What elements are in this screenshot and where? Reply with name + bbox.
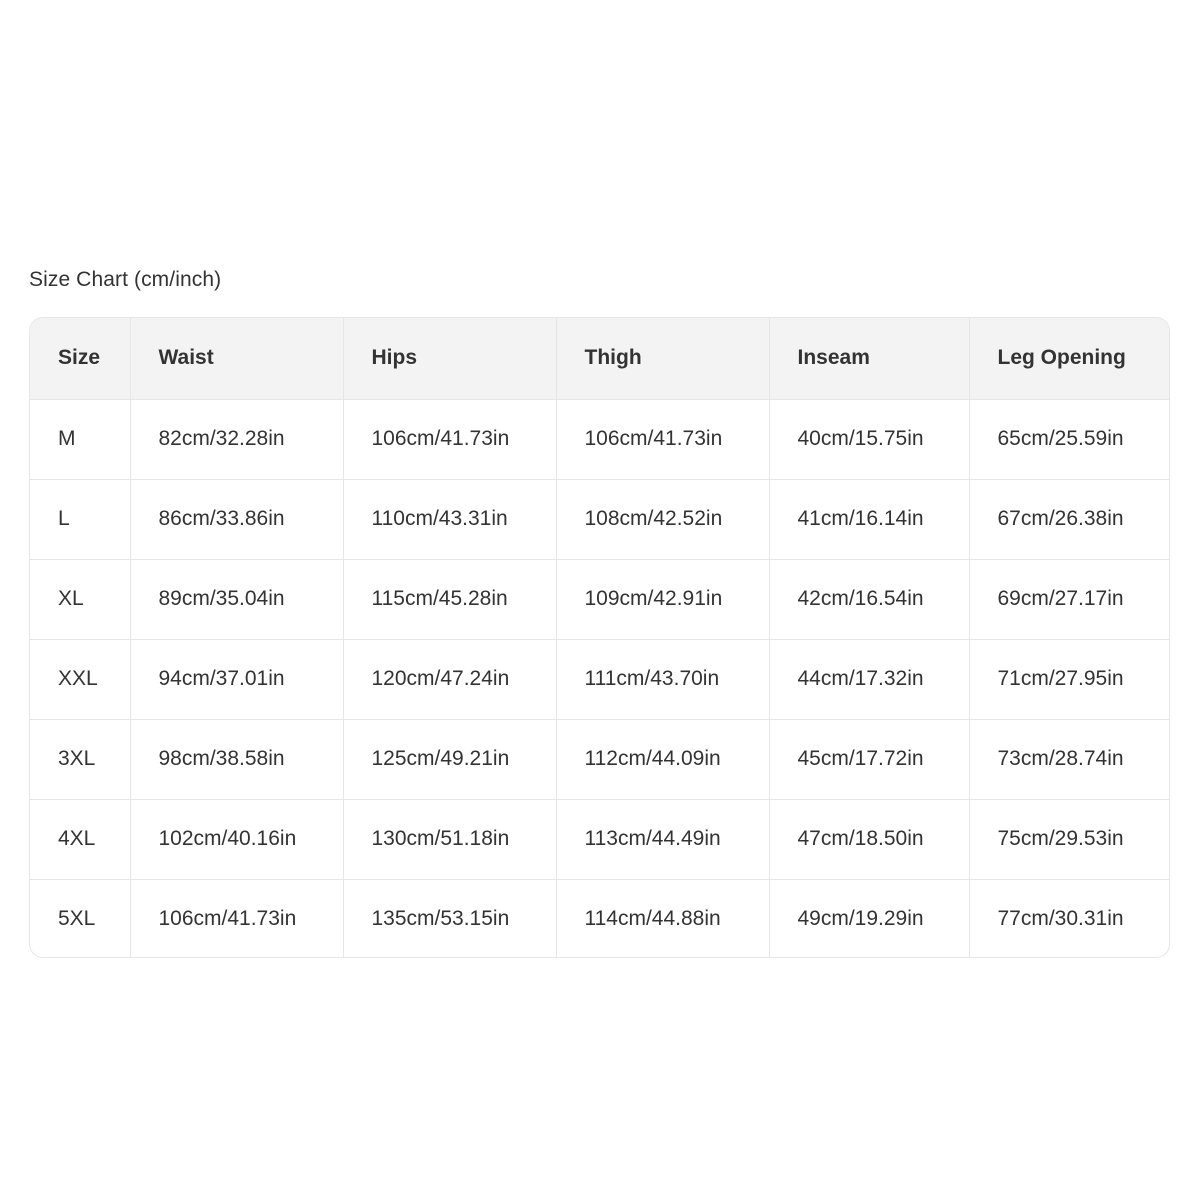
table-row	[30, 799, 1169, 879]
inseam-cell: 49cm/19.29in	[769, 879, 969, 958]
size-cell: XL	[30, 559, 130, 639]
leg-opening-cell: 75cm/29.53in	[969, 799, 1169, 879]
waist-cell: 94cm/37.01in	[130, 639, 343, 719]
table-row	[30, 479, 1169, 559]
size-chart-title: Size Chart (cm/inch)	[29, 268, 222, 291]
hips-cell: 115cm/45.28in	[343, 559, 556, 639]
inseam-cell: 40cm/15.75in	[769, 399, 969, 479]
leg-opening-cell: 73cm/28.74in	[969, 719, 1169, 799]
waist-cell: 98cm/38.58in	[130, 719, 343, 799]
column-header-hips: Hips	[343, 318, 556, 399]
thigh-cell: 106cm/41.73in	[556, 399, 769, 479]
size-chart-table	[30, 318, 1169, 958]
thigh-cell: 112cm/44.09in	[556, 719, 769, 799]
table-header-row	[30, 318, 1169, 399]
inseam-cell: 41cm/16.14in	[769, 479, 969, 559]
column-header-inseam: Inseam	[769, 318, 969, 399]
table-row	[30, 719, 1169, 799]
thigh-cell: 108cm/42.52in	[556, 479, 769, 559]
leg-opening-cell: 77cm/30.31in	[997, 907, 1124, 931]
table-row	[30, 399, 1169, 479]
table-row	[30, 639, 1169, 719]
inseam-cell: 42cm/16.54in	[769, 559, 969, 639]
inseam-cell: 45cm/17.72in	[769, 719, 969, 799]
size-chart-table-container	[29, 317, 1170, 958]
hips-cell: 135cm/53.15in	[343, 879, 556, 958]
hips-cell: 130cm/51.18in	[343, 799, 556, 879]
thigh-cell: 114cm/44.88in	[556, 879, 769, 958]
size-cell: M	[30, 399, 130, 479]
hips-cell: 106cm/41.73in	[343, 399, 556, 479]
column-header-thigh: Thigh	[556, 318, 769, 399]
leg-opening-cell: 67cm/26.38in	[969, 479, 1169, 559]
thigh-cell: 109cm/42.91in	[556, 559, 769, 639]
hips-cell: 120cm/47.24in	[343, 639, 556, 719]
waist-cell: 106cm/41.73in	[130, 879, 343, 958]
size-cell: 4XL	[30, 799, 130, 879]
inseam-cell: 44cm/17.32in	[769, 639, 969, 719]
waist-cell: 82cm/32.28in	[130, 399, 343, 479]
table-row	[30, 559, 1169, 639]
inseam-cell: 47cm/18.50in	[769, 799, 969, 879]
leg-opening-cell: 65cm/25.59in	[969, 399, 1169, 479]
thigh-cell: 113cm/44.49in	[556, 799, 769, 879]
thigh-cell: 111cm/43.70in	[556, 639, 769, 719]
size-cell: L	[30, 479, 130, 559]
leg-opening-cell: 69cm/27.17in	[969, 559, 1169, 639]
size-cell: 3XL	[30, 719, 130, 799]
size-cell: 5XL	[30, 879, 130, 958]
table-row	[30, 879, 1169, 958]
waist-cell: 102cm/40.16in	[130, 799, 343, 879]
column-header-leg-opening: Leg Opening	[969, 318, 1169, 399]
waist-cell: 89cm/35.04in	[130, 559, 343, 639]
size-cell: XXL	[30, 639, 130, 719]
column-header-size: Size	[30, 318, 130, 399]
leg-opening-cell: 71cm/27.95in	[969, 639, 1169, 719]
hips-cell: 110cm/43.31in	[343, 479, 556, 559]
waist-cell: 86cm/33.86in	[130, 479, 343, 559]
hips-cell: 125cm/49.21in	[343, 719, 556, 799]
column-header-waist: Waist	[130, 318, 343, 399]
